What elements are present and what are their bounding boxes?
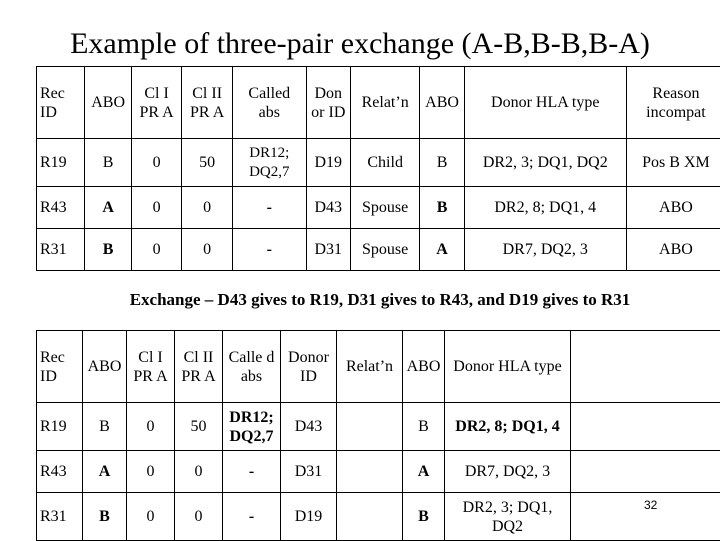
- cell-relation: [337, 493, 403, 541]
- cell-called-abs: DR12; DQ2,7: [223, 403, 281, 451]
- cell-abo: B: [85, 139, 131, 187]
- cell-donor-hla: DR7, DQ2, 3: [445, 451, 571, 493]
- cell-called-abs: DR12; DQ2,7: [232, 139, 306, 187]
- cell-donor-abo: A: [420, 229, 464, 271]
- cell-relation: Spouse: [350, 187, 420, 229]
- cell-cl1-pra: 0: [127, 493, 175, 541]
- header-abo: ABO: [83, 331, 127, 403]
- cell-abo: B: [83, 493, 127, 541]
- cell-donor-hla: DR2, 8; DQ1, 4: [445, 403, 571, 451]
- cell-cl1-pra: 0: [127, 403, 175, 451]
- cell-relation: [337, 451, 403, 493]
- header-reason: Reason incompat: [626, 67, 720, 139]
- header-donor-abo: ABO: [420, 67, 464, 139]
- cell-called-abs: -: [223, 493, 281, 541]
- header-cl2-pra: Cl II PR A: [175, 331, 223, 403]
- cell-rec-id: R19: [37, 139, 85, 187]
- header-relation: Relat’n: [350, 67, 420, 139]
- header-cl1-pra: Cl I PR A: [127, 331, 175, 403]
- header-rec-id: Rec ID: [37, 331, 83, 403]
- cell-abo: B: [83, 403, 127, 451]
- cell-donor-abo: A: [403, 451, 445, 493]
- cell-reason: ABO: [626, 229, 720, 271]
- cell-rec-id: R19: [37, 403, 83, 451]
- cell-donor-abo: B: [403, 403, 445, 451]
- cell-reason: ABO: [626, 187, 720, 229]
- empty-cell: [571, 331, 720, 403]
- cell-donor-id: D31: [306, 229, 350, 271]
- cell-donor-hla: DR2, 3; DQ1, DQ2: [464, 139, 626, 187]
- cell-cl1-pra: 0: [131, 187, 182, 229]
- cell-abo: A: [85, 187, 131, 229]
- cell-donor-hla: DR7, DQ2, 3: [464, 229, 626, 271]
- header-abo: ABO: [85, 67, 131, 139]
- cell-relation: Spouse: [350, 229, 420, 271]
- table-row: [37, 187, 720, 229]
- header-relation: Relat’n: [337, 331, 403, 403]
- table-row: [37, 403, 720, 451]
- header-rec-id: Rec ID: [37, 67, 85, 139]
- cell-relation: [337, 403, 403, 451]
- cell-cl2-pra: 50: [175, 403, 223, 451]
- empty-cell: [571, 403, 720, 451]
- table-header-row: [37, 331, 720, 403]
- table-header-row: [37, 67, 720, 139]
- cell-donor-abo: B: [403, 493, 445, 541]
- slide-title: Example of three-pair exchange (A-B,B-B,B-A): [0, 24, 720, 64]
- cell-donor-hla: DR2, 8; DQ1, 4: [464, 187, 626, 229]
- cell-rec-id: R43: [37, 187, 85, 229]
- cell-cl1-pra: 0: [131, 229, 182, 271]
- cell-abo: B: [85, 229, 131, 271]
- cell-called-abs: -: [232, 187, 306, 229]
- cell-cl1-pra: 0: [127, 451, 175, 493]
- header-donor-id: Don or ID: [306, 67, 350, 139]
- cell-donor-id: D43: [306, 187, 350, 229]
- cell-donor-id: D31: [281, 451, 337, 493]
- cell-cl2-pra: 0: [182, 229, 233, 271]
- cell-donor-id: D43: [281, 403, 337, 451]
- cell-cl2-pra: 0: [182, 187, 233, 229]
- cell-called-abs: -: [232, 229, 306, 271]
- cell-reason: Pos B XM: [626, 139, 720, 187]
- header-called-abs: Calle d abs: [223, 331, 281, 403]
- header-cl2-pra: Cl II PR A: [182, 67, 233, 139]
- cell-cl2-pra: 0: [175, 451, 223, 493]
- cell-abo: A: [83, 451, 127, 493]
- cell-rec-id: R43: [37, 451, 83, 493]
- empty-cell: [571, 451, 720, 493]
- table-row: [37, 493, 720, 541]
- cell-rec-id: R31: [37, 229, 85, 271]
- table-exchange-result: [36, 330, 720, 541]
- cell-donor-id: D19: [306, 139, 350, 187]
- cell-cl2-pra: 0: [175, 493, 223, 541]
- exchange-note: Exchange – D43 gives to R19, D31 gives to R43, and D19 gives to R31: [0, 290, 720, 310]
- header-called-abs: Called abs: [232, 67, 306, 139]
- cell-cl1-pra: 0: [131, 139, 182, 187]
- header-cl1-pra: Cl I PR A: [131, 67, 182, 139]
- header-donor-abo: ABO: [403, 331, 445, 403]
- header-donor-hla: Donor HLA type: [464, 67, 626, 139]
- header-donor-hla: Donor HLA type: [445, 331, 571, 403]
- table-row: [37, 139, 720, 187]
- header-donor-id: Donor ID: [281, 331, 337, 403]
- cell-rec-id: R31: [37, 493, 83, 541]
- table-row: [37, 451, 720, 493]
- cell-called-abs: -: [223, 451, 281, 493]
- cell-donor-id: D19: [281, 493, 337, 541]
- table-row: [37, 229, 720, 271]
- page-number: 32: [644, 498, 657, 512]
- cell-donor-hla: DR2, 3; DQ1, DQ2: [445, 493, 571, 541]
- cell-relation: Child: [350, 139, 420, 187]
- table-original-pairs: [36, 66, 720, 271]
- cell-cl2-pra: 50: [182, 139, 233, 187]
- cell-donor-abo: B: [420, 187, 464, 229]
- cell-donor-abo: B: [420, 139, 464, 187]
